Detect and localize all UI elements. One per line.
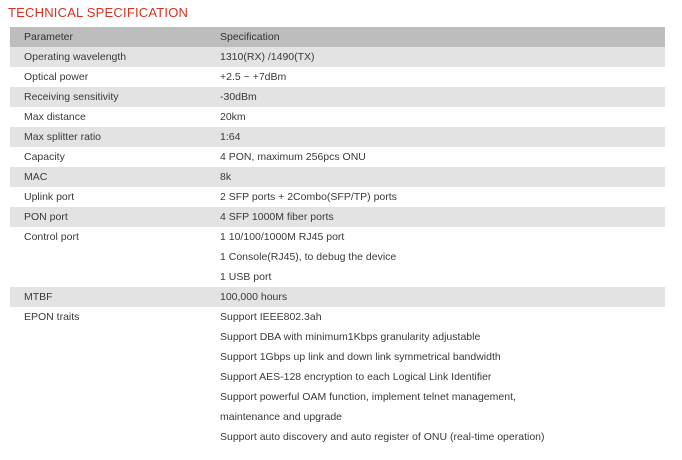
row-specification xyxy=(220,287,665,307)
spec-line: Support AES-128 encryption to each Logical Link Identifier xyxy=(220,371,492,383)
table-row xyxy=(10,167,665,187)
row-parameter: Capacity xyxy=(10,147,220,167)
spec-line: 2 SFP ports + 2Combo(SFP/TP) ports xyxy=(220,191,397,203)
row-parameter: Operating wavelength xyxy=(10,47,220,67)
spec-line: Support DBA with minimum1Kbps granularity adjustable xyxy=(220,331,481,343)
row-parameter: MTBF xyxy=(10,287,220,307)
spec-line: 1 Console(RJ45), to debug the device xyxy=(220,251,397,263)
spec-line: -30dBm xyxy=(220,91,257,103)
spec-line: 4 SFP 1000M fiber ports xyxy=(220,211,334,223)
spec-line: 100,000 hours xyxy=(220,291,288,303)
table-row xyxy=(10,187,665,207)
table-row xyxy=(10,107,665,127)
row-parameter: PON port xyxy=(10,207,220,227)
spec-line: 8k xyxy=(220,171,232,183)
table-row xyxy=(10,87,665,107)
row-specification xyxy=(220,207,665,227)
page-title: TECHNICAL SPECIFICATION xyxy=(8,5,189,20)
table-row xyxy=(10,67,665,87)
row-specification xyxy=(220,307,665,447)
spec-table xyxy=(10,27,665,447)
row-parameter: EPON traits xyxy=(10,307,220,447)
table-row xyxy=(10,227,665,287)
spec-line: 1310(RX) /1490(TX) xyxy=(220,51,315,63)
header-parameter: Parameter xyxy=(10,27,220,47)
header-specification: Specification xyxy=(220,27,665,47)
spec-table-body xyxy=(10,27,665,447)
row-specification xyxy=(220,167,665,187)
spec-line: +2.5 ~ +7dBm xyxy=(220,71,287,83)
row-specification xyxy=(220,187,665,207)
spec-line: 4 PON, maximum 256pcs ONU xyxy=(220,151,366,163)
spec-line: 1 USB port xyxy=(220,271,272,283)
spec-line: Support 1Gbps up link and down link symmetrical bandwidth xyxy=(220,351,501,363)
row-parameter: Receiving sensitivity xyxy=(10,87,220,107)
spec-line: maintenance and upgrade xyxy=(220,411,343,423)
spec-line: Support auto discovery and auto register of ONU (real-time operation) xyxy=(220,431,545,443)
spec-line: Support IEEE802.3ah xyxy=(220,311,322,323)
row-specification xyxy=(220,127,665,147)
table-row xyxy=(10,307,665,447)
table-row xyxy=(10,207,665,227)
row-specification xyxy=(220,227,665,287)
row-parameter: Max splitter ratio xyxy=(10,127,220,147)
table-row xyxy=(10,127,665,147)
spec-line: Support powerful OAM function, implement telnet management, xyxy=(220,391,516,403)
table-row xyxy=(10,287,665,307)
spec-line: 1:64 xyxy=(220,131,241,143)
row-specification xyxy=(220,87,665,107)
row-specification xyxy=(220,67,665,87)
row-parameter: MAC xyxy=(10,167,220,187)
table-row xyxy=(10,147,665,167)
row-parameter: Optical power xyxy=(10,67,220,87)
row-specification xyxy=(220,107,665,127)
table-header-row xyxy=(10,27,665,47)
row-specification xyxy=(220,47,665,67)
row-parameter: Uplink port xyxy=(10,187,220,207)
spec-line: 20km xyxy=(220,111,246,123)
spec-line: 1 10/100/1000M RJ45 port xyxy=(220,231,345,243)
table-row xyxy=(10,47,665,67)
row-parameter: Max distance xyxy=(10,107,220,127)
row-specification xyxy=(220,147,665,167)
row-parameter: Control port xyxy=(10,227,220,287)
